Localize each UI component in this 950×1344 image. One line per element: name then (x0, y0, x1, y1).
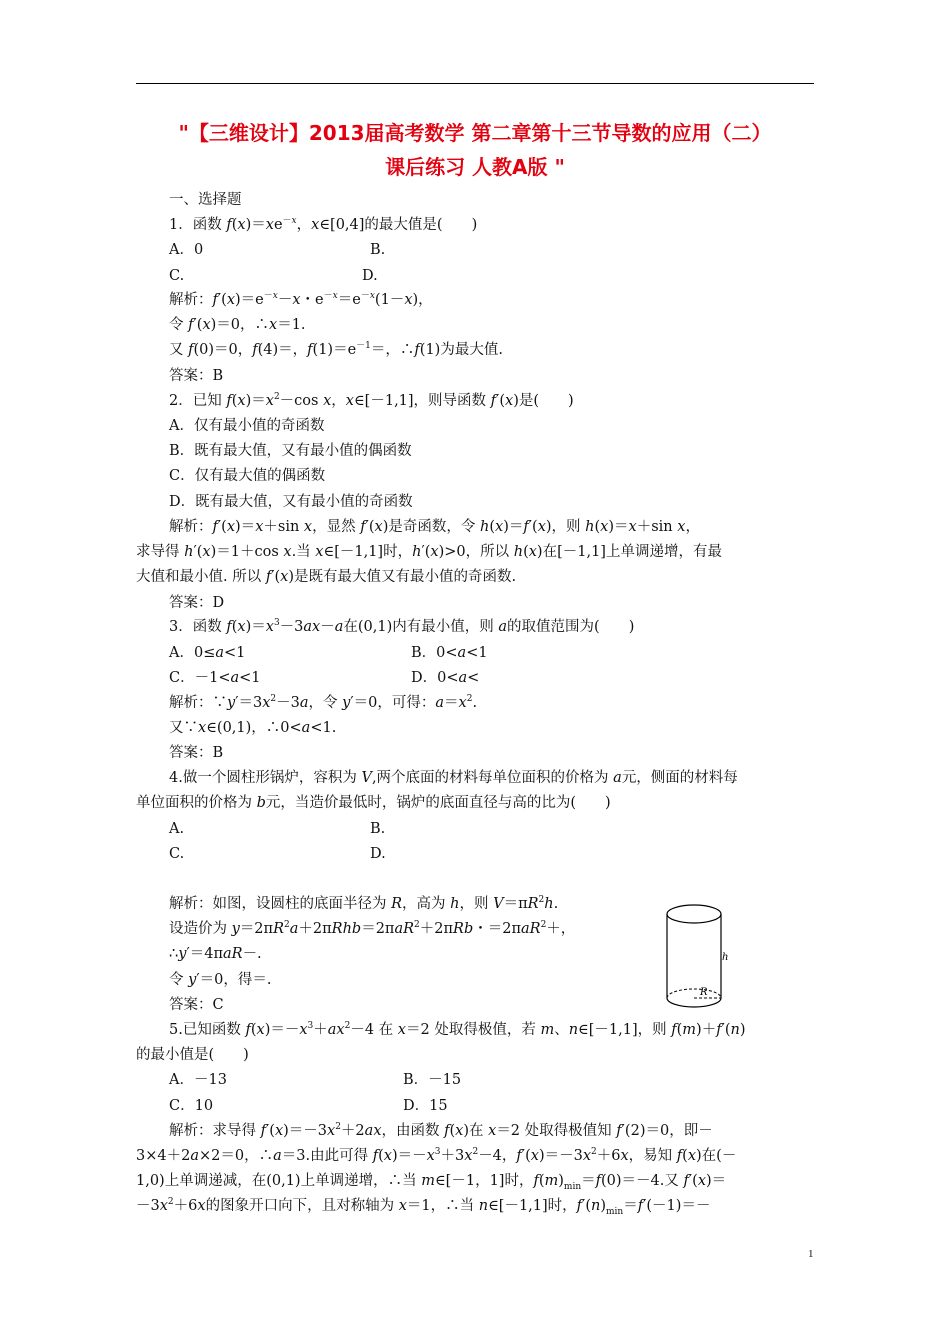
document-title-line-2: 课后练习 人教A版 " (385, 155, 565, 179)
q3-option-c: C．－1<a<1 (169, 670, 261, 686)
q2-option-b: B．既有最大值，又有最小值的偶函数 (169, 443, 412, 459)
q2-option-a: A．仅有最小值的奇函数 (169, 418, 325, 434)
q3-option-b: B．0<a<1 (411, 645, 488, 661)
q3-stem: 3．函数 $f(x)=x^3-3ax-a$在(0,1)内有最小值，则 a的取值范围为( ) (169, 618, 635, 635)
section-heading: 一、选择题 (169, 192, 242, 208)
q2-stem: 2．已知 $f(x)=x^2-\cos$ x，x∈[－1,1]，则导函数 f′(x)是( ) (169, 392, 574, 409)
figure-label-h: h (722, 952, 728, 963)
q4-answer: 答案：C (169, 997, 224, 1013)
q5-analysis: 解析：求导得 $f'(x)=-3x^2+2ax$，由函数 f(x)在 x＝2 处取得极值知 f′(2)＝0，即－ (169, 1122, 713, 1139)
document-title-line-1: "【三维设计】2013届高考数学 第二章第十三节导数的应用（二） (178, 121, 772, 145)
q5-analysis-3: 1,0)上单调递减，在(0,1)上单调递增，∴当 m∈[－1，1]时，$f(m)_{min}=f(0)=-4$.又 f′(x)＝ (136, 1173, 727, 1192)
q5-option-c: C．10 (169, 1098, 214, 1114)
q2-answer: 答案：D (169, 595, 225, 611)
q1-analysis-2: 令 f′(x)＝0，∴x＝1. (169, 317, 306, 333)
header-rule (136, 83, 814, 84)
q5-analysis-2: 3×4＋2a×2＝0，∴a＝3.由此可得 $f(x)=-x^3+3x^2-4$，$f'(x)=-3x^2+6x$，易知 f(x)在(－ (136, 1147, 737, 1164)
q3-analysis-2: 又∵x∈(0,1)，∴0<a<1. (169, 720, 337, 736)
q1-answer: 答案：B (169, 368, 224, 384)
q4-analysis-2: 设造价为 $y=2\pi R^2a+2\pi Rhb=2\pi aR^2+2\pi Rb$・＝2πaR$^2$＋， (169, 920, 576, 937)
q1-option-b: B. (370, 242, 386, 258)
q2-analysis: 解析：f′(x)＝x＋sin x，显然 f′(x)是奇函数，令 h(x)＝f′(x)，则 h(x)＝x＋sin x， (169, 519, 700, 535)
q4-stem: 4.做一个圆柱形锅炉，容积为 V,两个底面的材料每单位面积的价格为 a元，侧面的材料每 (169, 770, 738, 786)
q2-option-d: D．既有最大值，又有最小值的奇函数 (169, 494, 413, 510)
q5-stem-2: 的最小值是( ) (136, 1047, 249, 1063)
q4-option-d: D. (370, 846, 386, 862)
q2-option-c: C．仅有最大值的偶函数 (169, 468, 326, 484)
q5-option-a: A．－13 (169, 1072, 227, 1088)
q3-answer: 答案：B (169, 745, 224, 761)
q1-option-c: C. (169, 268, 185, 284)
q4-analysis-4: 令 y′＝0，得＝. (169, 972, 272, 988)
q5-stem: 5.已知函数 $f(x)=-x^3+ax^2-4$ 在 x＝2 处取得极值，若 m、n∈[－1,1]，则 f(m)＋f′(n) (169, 1021, 746, 1038)
q4-option-a: A. (169, 821, 185, 837)
q2-analysis-3: 大值和最小值. 所以 f′(x)是既有最大值又有最小值的奇函数. (136, 569, 517, 585)
q1-analysis: 解析：$f'(x)=e^{-x}-x$・$e^{-x}=e^{-x}(1-x)$， (169, 291, 433, 308)
q2-analysis-2: 求导得 h′(x)＝1＋cos x.当 x∈[－1,1]时，h′(x)>0，所以 h(x)在[－1,1]上单调递增，有最 (136, 544, 722, 560)
q4-analysis-3: ∴y′＝4πaR－. (169, 946, 262, 962)
figure-label-r: R (700, 987, 708, 998)
q1-analysis-3: 又 f(0)＝0，f(4)＝，$f(1)=e^{-1}=$，∴f(1)为最大值. (169, 341, 503, 358)
q1-option-a: A．0 (169, 242, 204, 258)
q4-stem-2: 单位面积的价格为 b元，当造价最低时，锅炉的底面直径与高的比为( ) (136, 795, 611, 811)
cylinder-figure (660, 902, 728, 1014)
q1-option-d: D. (362, 268, 378, 284)
q4-analysis: 解析：如图，设圆柱的底面半径为 R，高为 h，则 $V=\pi R^2h$. (169, 895, 559, 912)
q5-option-d: D．15 (403, 1098, 448, 1114)
q5-analysis-4: $-3x^2+6x$的图象开口向下，且对称轴为 x＝1，∴当 n∈[－1,1]时，$f'(n)_{min}=f'(-1)=-$ (136, 1197, 711, 1217)
q3-analysis: 解析：$\because y'=3x^2-3a$，令 y′＝0，可得：$a=x^2$. (169, 694, 478, 711)
q5-option-b: B．－15 (403, 1072, 462, 1088)
q1-stem: 1．函数 $f(x)=xe^{-x}$，x∈[0,4]的最大值是( ) (169, 216, 478, 233)
q3-option-d: D．0<a< (411, 670, 480, 686)
q4-option-c: C. (169, 846, 185, 862)
q3-option-a: A．0≤a<1 (169, 645, 246, 661)
q4-option-b: B. (370, 821, 386, 837)
page-number: 1 (808, 1248, 814, 1260)
